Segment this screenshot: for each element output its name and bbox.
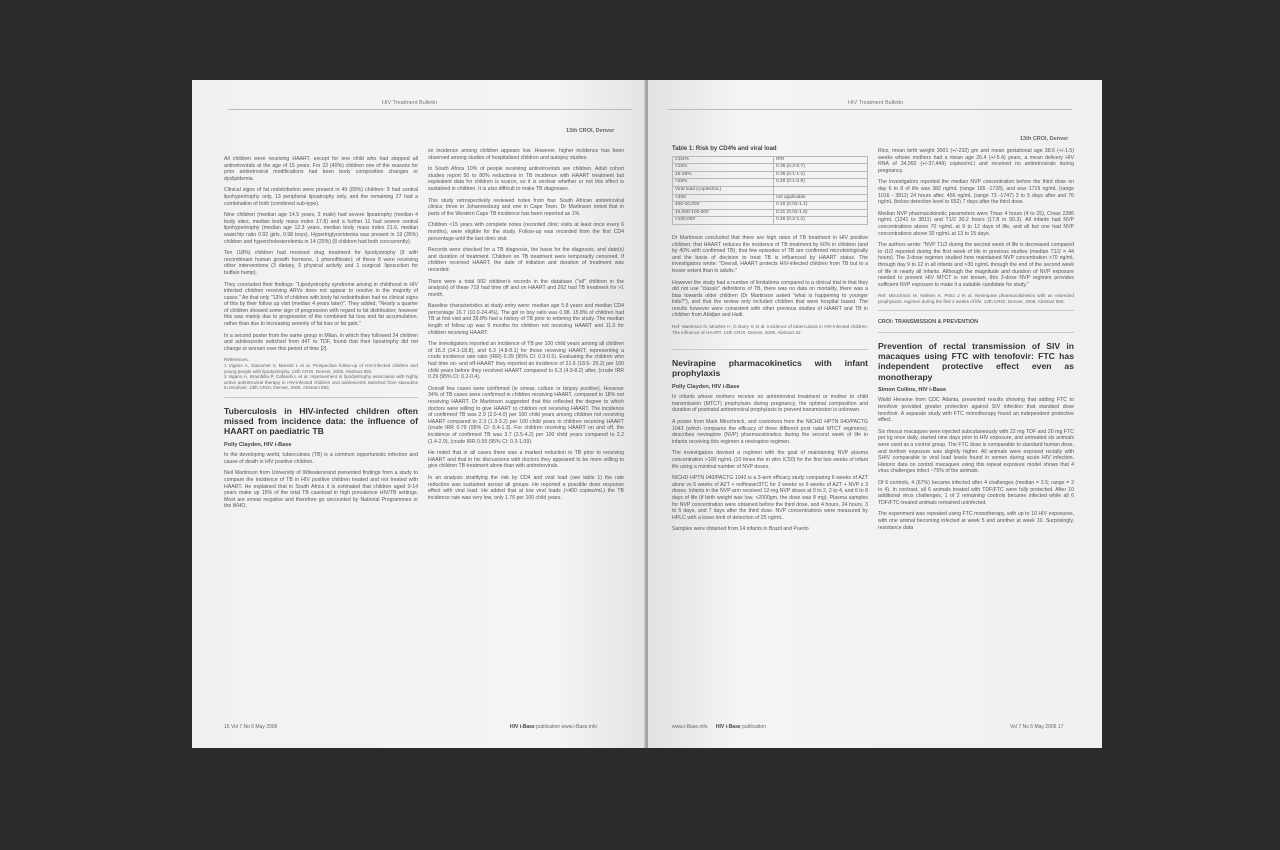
- running-head: HIV Treatment Bulletin: [382, 100, 438, 106]
- table-cell: 0.48 (0.2-1.2): [774, 217, 868, 225]
- table-cell: [774, 186, 868, 194]
- table-row: [673, 171, 868, 179]
- publisher-tail: publication www.i-Base.info: [534, 724, 597, 730]
- paragraph: In a second poster from the same group in Milan, in which they followed 24 children and adolescents switched from d4T to TDF, found that their lipoatrophy did not change or worsen over this period of time [2].: [224, 332, 418, 352]
- section-heading: CROI: TRANSMISSION & PREVENTION: [878, 319, 979, 326]
- conference-label: 13th CROI, Denver: [1020, 136, 1069, 142]
- paragraph: The experiment was repeated using FTC monotherapy, with up to 10 HIV exposures, with one animal becoming infected at week 5 and another at week 10. Surprisingly, resistance data: [878, 511, 1074, 531]
- paragraph: Walid Heneine from CDC Atlanta, presented results showing that adding FTC to tenofovir provided greater protection against SIV infection that standard dose tenofovir. A separate study with FTC monotherapy found an independent protective effect.: [878, 397, 1074, 424]
- publisher-name: HIV i-Base: [510, 724, 535, 730]
- paragraph: However the study had a number of limitations compared to a clinical trial in that they did not use "classic" definitions of TB, there was no data on mortality, there was a bias towards older children (Dr Martinson asked "what is happening to younger kids?"), and that the review only included children that were hospital based. The results however were consistent with other previous studies of HAART and TB in children from Abidjan and Haiti.: [672, 279, 868, 319]
- right-column-1: [672, 146, 868, 538]
- article-author: Polly Clayden, HIV i-Base: [672, 383, 740, 390]
- footer-url: www.i-Base.info: [672, 724, 708, 730]
- paragraph: The investigators devised a regimen with the goal of maintaining NVP plasma concentration >100 ng/mL (10 times the in vitro IC50) for the first two weeks of infant life using a minimal number of NVP doses.: [672, 450, 868, 470]
- publisher-tail: publication: [740, 724, 766, 730]
- references-label: References:: [224, 357, 249, 363]
- paragraph: Nine children (median age 14.5 years, 3 male) had severe lipoatrophy (median 4 body sites, median body mass index 17.8) and a further 11 had severe central lipohypertrophy (median age 12.3 years, median body mass index 21.6, median waist:hip ratio 0.92 girls, 0.98 boys). Hypertriglyceridemia was present in 19 (35%) children and hypercholesterolemia in 14 (25%) (8 children had both concurrently).: [224, 212, 418, 245]
- page-footer-left: 16 Vol 7 No 5 May 2006: [224, 724, 278, 730]
- article-title: Nevirapine pharmacokinetics with infant prophylaxis: [672, 358, 868, 379]
- paragraph: Overall few cases were confirmed (ie smear, culture or biopsy positive). However 34% of TB cases were confirmed in children receiving HAART, compared to 18% not receiving HAART. Dr Martinson suggested that this reflected the degree to which doctors were willing to give HAART to children not receiving HAART. The incidence of confirmed TB was 2.9 (2.0-4.0) per 100 child years among children not receiving HAART compared to 2.3 (1.3-3.2) per 100 child years in children receiving HAART (crude IRR 0.79 (95% CI: 0.4-1.3). For children receiving HAART on and off, the incidence of confirmed TB was 3.7 (2.5-4.2) per 100 child years compared to 2.2 (1.4-2.9), (crude IRR 0.59 (95% CI: 0.3-1.09).: [428, 385, 624, 445]
- paragraph: He noted that in all cases there was a marked reduction in TB prior to receiving HAART and that in his discussions with doctors they appeared to be more willing to give children TB treatment alone than with antiretrovirals.: [428, 450, 624, 470]
- paragraph: In an analysis stratifying the risk by CD4 and viral load (see table 1) the rate reduction was sustained across all groups. He reported a possible dose response effect with viral load. He added that at low viral loads (<400 copies/mL) the TB incidence rate was very low, only 1.76 per 100 child years.: [428, 474, 624, 501]
- left-column-2: [428, 148, 624, 506]
- reference-item: 1 Vigano A, Giacomet V, Mariotti L et al. Prospective follow-up of HIV-infected children and young people with lipodystrophy. 13th CROI, Denver, 2006. Abstract 692.: [224, 363, 418, 374]
- reference-item: 2 Vigano A, Brambilla P, Cafarelli L et al. Improvement in lipodystrophy associated with highly active antiretroviral therapy in HIV-infected children and adolescents switched from stavudine to tenofovir. 13th CROI, Denver, 2006. Abstract 693.: [224, 374, 418, 391]
- table-header-cell: CD4%: [673, 156, 774, 164]
- paragraph: Median NVP pharmacokinetic parameters were Tmax 4 hours (4 to 25), Cmax 2286 ng/mL (1241 to 3811) and T1/2 30.2 hours (17.8 to 50.3). All infants had NVP concentrations above 70 ng/mL at 9 to 12 days of life, and all but one had NVP concentrations above 30 ng/mL at 13 to 15 days.: [878, 210, 1074, 237]
- paragraph: They concluded their findings: "Lipodystrophy syndrome arising in childhood in HIV infected children receiving ARVs does not appear to resolve in the majority of cases." An that only "13% of children with body fat redistribution had no clinical signs of this by their follow up visit (median 4 years later)". They added, "Nearly a quarter of children showed some sign of progression with regard to fat distribution; however this was mainly due to progression of the combined fat loss and fat accumulation, rather than due to increasing severity of fat loss or fat gain.": [224, 281, 418, 328]
- paragraph: The authors wrote: "NVP T1/2 during the second week of life is decreased compared to t1/2 reported during the first week of life in previous studies (median T1/2 = 44 hours). The 3-dose regimen studied here maintained NVP concentration >70 ng/mL through day 9 to 12 in all infants and >30 ng/mL through the end of the second week of life in nearly all infants. Although the magnitude and duration of NVP exposure needed to prevent HIV MTCT is not known, this 3-dose NVP regimen provides sufficient NVP exposure to make it a suitable candidate for study.": [878, 242, 1074, 288]
- article-title: Prevention of rectal transmission of SIV in macaques using FTC with tenofovir: FTC has independent protective effect even as monotherapy: [878, 341, 1074, 382]
- magazine-spread: [192, 80, 1102, 748]
- paragraph: In South Africa 10% of people receiving antiretrovirals are children. Adult cohort studies report 50 to 80% reductions in TB incidence with HAART treatment but equivalent data for children is scarce, so it is unclear whether or not this effect is sustained in children. It is also difficult to make TB diagnoses.: [428, 166, 624, 192]
- paragraph: The investigators reported an incidence of TB per 100 child years among all children of 16.3 (14.1-18.8), and 6.3 (4.8-8.1) for those receiving HAART, representing a crude incidence rate ratio (IRR) 0.39 (95% CI: 0.3-0.5). Evaluating the children who had time on- and off-HAART they reported an incidence of 21.6 (18.5- 25.2) per 100 child years before they received HAART compared to 6.3 (4.9-8.2) after, (crude IRR 0.29 (95% CI: 0.2-0.4).: [428, 341, 624, 381]
- table-row: [673, 202, 868, 210]
- paragraph: All children were receiving HAART, except for one child who had stopped all antiretrovirals at the age of 15 years. For 22 (40%) children one of the reasons for prior antiretroviral modifications had been body composition changes or dyslipidemia.: [224, 156, 418, 182]
- table-cell: 0.29 (0.1-0.9): [774, 179, 868, 187]
- paragraph: In the developing world, tuberculosis (TB) is a common opportunistic infection and cause of death in HIV positive children.: [224, 452, 418, 465]
- paragraph: The investigators reported the median NVP concentration before the third dose on day 6 to 8 of life was 382 ng/mL (range 165 -1728), and was 1719 ng/mL (range 1016 - 3811) 24 hours after, 456 ng/mL (range 73 -1747) 3 to 5 days after and 76 ng/mL (below detection level to 652) 7 days after the third dose.: [878, 179, 1074, 206]
- publisher-name: HIV i-Base: [715, 724, 741, 730]
- table-cell: 0.36 (0.2-0.7): [774, 164, 868, 172]
- page-footer-right: Vol 7 No 5 May 2006 17: [1010, 724, 1064, 730]
- conference-label: 13th CROI, Denver: [566, 128, 615, 134]
- paragraph: Dr Martinson concluded that there are high rates of TB treatment in HIV positive children; that HAART reduces the incidence of TB treatment by 60% in children (and by 40% with confirmed TB); that few episodes of TB are confirmed microbiologically and the basis of decision to treat TB is influenced by HAART status. The investigators wrote: "Overall, HAART protects HIV-infected children from TB but to a lesser extent than in adults.": [672, 234, 868, 274]
- table-row: [673, 194, 868, 202]
- table-cell: <400: [673, 194, 774, 202]
- article-divider: [672, 349, 868, 350]
- paragraph: Clinical signs of fat redistribution were present in 49 (89%) children: 9 had central lipohypertrophy only, 13 peripheral lipoatrophy only, and the remaining 27 had a combination of both (combined sub-type).: [224, 187, 418, 207]
- paragraph: Neil Martinson from University of Witwatersrand presented findings from a study to compare the incidence of TB in HIV positive children treated and not treated with HAART. He explained that in South Africa it is estimated that children aged 0-14 years make up 15% of the total TB caseload in high prevalence HIV/TB settings. Most are smear negative and therefore go uncounted by National Programmes or the WHO,: [224, 470, 418, 510]
- table-header-cell: IRR: [774, 156, 868, 164]
- paragraph: Ten (18%) children had received drug treatment for lipodystrophy (9 with recombinant human growth hormone, 1 phenofibrate); of these 8 were receiving other interventions (3 dietary, 5 physical activity and 1 surgical: liposuction for buffalo hump).: [224, 250, 418, 276]
- table-cell: 0.18 (0.03-1.1): [774, 202, 868, 210]
- article-author: Simon Collins, HIV i-Base: [878, 386, 947, 393]
- table-cell: 0.31 (0.03-1.6): [774, 209, 868, 217]
- paragraph: Six rhesus macaques were injected subcutaneously with 22 mg TDF and 20 mg FTC per kg once daily, started nine days prior to HIV exposure, and untreated six animals were used as a control group. The FTC dose is comparable to standard human dose, and tenfovir exposure was slightly higher. All animals were exposed rectally with SHIV comparable to viral load levels found in semen during acute HIV infection. Historic data on control macaques using this repeat exposure model shows that 4 virus challenges infect ~75% of the animals.: [878, 428, 1074, 475]
- paragraph: Baseline characteristics at study entry were: median age 5.8 years and median CD4 percentage 16.7 (10.0-24.4%). The girl to boy ratio was 0.98. 15.8% of children had TB at first visit and 39.8% had a history of TB prior to entering the study. The median length of follow up was 9 months for children not receiving HAART and 11.5 for children receiving HAART.: [428, 303, 624, 336]
- reference-item: Ref: Martinson N, Moultrie H, G Barry G et al. Incidence of tuberculosis in HIV-infected children: The influence of HAART. 13th CROI, Denver, 2006. Abstract 22.: [672, 324, 868, 335]
- table-cell: >25%: [673, 179, 774, 187]
- article-divider: [224, 397, 418, 398]
- table-cell: 10,000-100,000: [673, 209, 774, 217]
- reference-item: Ref: Mirochnick M, Nielsen K, Pinto J et al. Nevirapine pharmacokinetics with an extended prophylactic regimen during the first 2 weeks of life. 13th CROI, Denver, 2006. Abstract 680.: [878, 293, 1074, 304]
- table-row: [673, 179, 868, 187]
- right-column-2: [878, 148, 1074, 536]
- table-cell: 15-25%: [673, 171, 774, 179]
- article-author: Polly Clayden, HIV i-Base: [224, 441, 292, 448]
- header-rule: [668, 109, 1072, 110]
- paragraph: A poster from Mark Mirochnick, and coworkers from the NICHD HPTN 040/PACTG 1043 (which compares the efficacy of three different post natal MTCT regimens), describes nevirapine (NVP) pharmacokinetics during the second week of life in infants receiving this regimen a nevirapine regimen.: [672, 419, 868, 445]
- paragraph: This study retrospectively reviewed notes from four South African antiretroviral clinics; three in Johannesburg and one in Cape Town. Dr Martinson noted that in parts of the Western Cape TB incidence has been reported as 1%.: [428, 197, 624, 217]
- right-page: [648, 80, 1102, 748]
- page-footer-url: [672, 724, 766, 730]
- running-head: HIV Treatment Bulletin: [848, 100, 904, 106]
- paragraph: There were a total 992 children's records in the database ("all" children in the analysis) of these 719 had time off and on HAART and 262 had TB treatment for >1 month.: [428, 278, 624, 298]
- paragraph: NICHD HPTN 040/PACTG 1043 is a 3-arm efficacy study comparing 6 weeks of AZT alone vs 6 weeks of AZT + nelfinavir/3TC for 2 weeks vs 6 weeks of AZT + NVP x 3 doses. Infants in the NVP arm received 12-mg NVP doses at 0 to 2, 2 to 4, and 6 to 8 days of life (if birth weight was low, <2000gm, the dose was 8 mg). Plasma samples for NVP concentration were obtained before the third dose, and 4 hours, 24 hours, 3 to 5 days, and 7 days after the third dose. NVP concentrations were measured by HPLC with a lower limit of detection of 25 ng/mL.: [672, 475, 868, 521]
- table-row: [673, 209, 868, 217]
- header-rule: [228, 109, 632, 110]
- references: [224, 357, 418, 391]
- table-cell: <15%: [673, 164, 774, 172]
- paragraph: Of 6 controls, 4 (67%) became infected after 4 challenges (median = 2.5; range = 2 to 4). In contrast, all 6 animals treated with TDF/FTC were fully protected. After 10 additional virus challenges, 1 of 2 remaining controls became infected while all 6 TDF/FTC-treated animals remained uninfected.: [878, 480, 1074, 506]
- table-header-row: [673, 156, 868, 164]
- risk-table: [672, 156, 868, 225]
- table-cell: >100,000: [673, 217, 774, 225]
- left-page: [192, 80, 646, 748]
- table-cell: 0.36 (0.1-1.2): [774, 171, 868, 179]
- paragraph: so incidence among children appears low. However, higher incidence has been observed among studies of hospitalised children and autopsy studies.: [428, 148, 624, 161]
- paragraph: In infants whose mothers receive no antiretroviral treatment or mother to child transmission (MTCT) prophylaxis during pregnancy, the optimal composition and duration of postnatal antiretroviral prophylaxis to prevent transmission is unknown.: [672, 394, 868, 414]
- table-cell: Viral load (copies/mL): [673, 186, 774, 194]
- section-divider: [878, 332, 1074, 333]
- paragraph: Records were checked for a TB diagnosis, the basis for the diagnosis, and date(s) and duration of treatment. Children on TB treatment were temporarily censored. If children received HAART, the date of initiation and duration of treatment was recorded.: [428, 247, 624, 273]
- table-title: Table 1: Risk by CD4% and viral load: [672, 146, 777, 152]
- table-row: [673, 217, 868, 225]
- section-divider: [878, 310, 1074, 311]
- table-cell: not applicable: [774, 194, 868, 202]
- paragraph: Samples were obtained from 14 infants in Brazil and Puerto: [672, 526, 809, 533]
- page-footer-publisher: [510, 724, 597, 730]
- table-row: [673, 164, 868, 172]
- paragraph: Children <15 years with complete notes (recorded clinic visits at least once every 6 months), were eligible for the study. Follow-up was recorded from the first CD4 percentage until the last clinic visit.: [428, 222, 624, 242]
- article-title: Tuberculosis in HIV-infected children often missed from incidence data: the influence of HAART on paediatric TB: [224, 406, 418, 437]
- table-cell: 400-10,000: [673, 202, 774, 210]
- table-row: [673, 186, 868, 194]
- paragraph: Rico, mean birth weight 3001 (+/-232) gm and mean gestational age 38.6 (+/-1.5) weeks whose mothers had a mean age 26.4 (+/-5.4) years, a mean delivery HIV RNA of 34,992 (+/-37,449) copies/mL) and received no antiretrovirals during pregnancy.: [878, 148, 1074, 174]
- left-column-1: [224, 156, 418, 515]
